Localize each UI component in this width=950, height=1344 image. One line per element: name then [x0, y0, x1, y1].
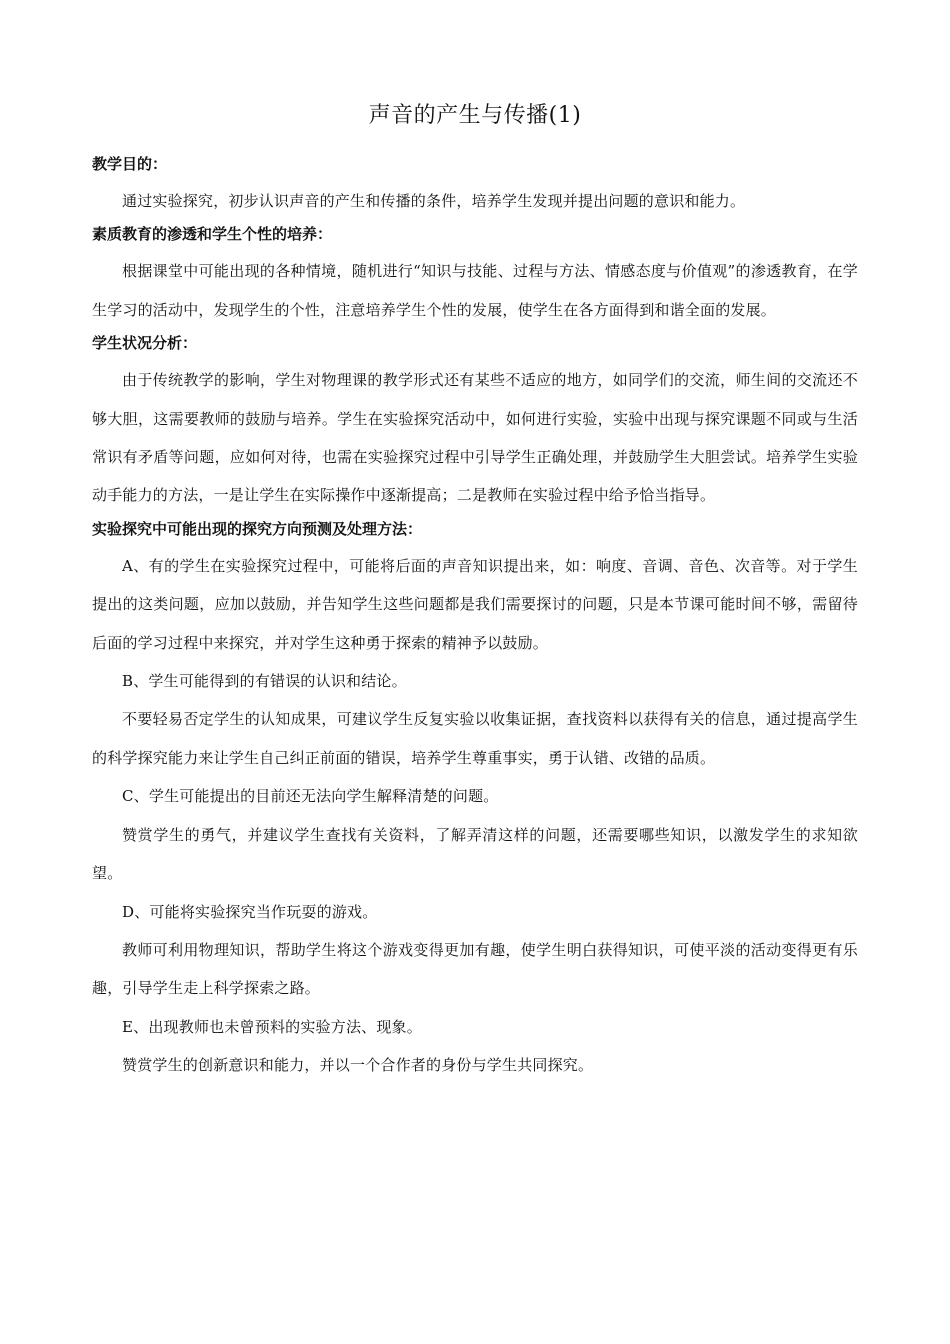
document-title: 声音的产生与传播(1) — [368, 103, 582, 128]
section-heading-inquiry-prediction: 实验探究中可能出现的探究方向预测及处理方法： — [92, 519, 423, 538]
section-paragraph-a: A、有的学生在实验探究过程中，可能将后面的声音知识提出来，如：响度、音调、音色、次音等。对于学生提出的这类问题，应加以鼓励，并告知学生这些问题都是我们需要探讨的问题，只是本节课可能时间不够，需留待后面的学习过程中来探究，并对学生这种勇于探索的精神予以鼓励。 — [92, 556, 858, 652]
section-paragraph-b-response: 不要轻易否定学生的认知成果，可建议学生反复实验以收集证据，查找资料以获得有关的信息，通过提高学生的科学探究能力来让学生自己纠正前面的错误，培养学生尊重事实，勇于认错、改错的品质。 — [92, 710, 858, 767]
section-paragraph: 通过实验探究，初步认识声音的产生和传播的条件，培养学生发现并提出问题的意识和能力。 — [122, 192, 746, 210]
section-paragraph-b: B、学生可能得到的有错误的认识和结论。 — [122, 672, 407, 691]
section-heading-teaching-goal: 教学目的： — [92, 155, 168, 173]
document-body — [92, 152, 858, 1085]
section-paragraph-d-response: 教师可利用物理知识，帮助学生将这个游戏变得更加有趣，使学生明白获得知识，可使平淡的活动变得更有乐趣，引导学生走上科学探索之路。 — [92, 940, 858, 998]
section-paragraph: 由于传统教学的影响，学生对物理课的教学形式还有某些不适应的地方，如同学们的交流，师生间的交流还不够大胆，这需要教师的鼓励与培养。学生在实验探究活动中，如何进行实验，实验中出现与探究课题不同或与生活常识有矛盾等问题，应如何对待，也需在实验探究过程中引导学生正确处理，并鼓励学生大胆尝试。培养学生实验动手能力的方法，一是让学生在实际操作中逐渐提高；二是教师在实验过程中给予恰当指导。 — [92, 371, 858, 505]
section-paragraph-c-response: 赞赏学生的勇气，并建议学生查找有关资料，了解弄清这样的问题，还需要哪些知识，以激发学生的求知欲望。 — [92, 825, 858, 883]
section-paragraph-e: E、出现教师也未曾预料的实验方法、现象。 — [122, 1017, 422, 1036]
section-heading-quality-education: 素质教育的渗透和学生个性的培养： — [92, 225, 333, 244]
section-paragraph-d: D、可能将实验探究当作玩耍的游戏。 — [122, 902, 378, 921]
section-heading-student-analysis: 学生状况分析： — [92, 334, 198, 353]
section-paragraph-e-response: 赞赏学生的创新意识和能力，并以一个合作者的身份与学生共同探究。 — [122, 1056, 594, 1075]
section-paragraph-c: C、学生可能提出的目前还无法向学生解释清楚的问题。 — [122, 787, 499, 806]
section-paragraph: 根据课堂中可能出现的各种情境，随机进行“知识与技能、过程与方法、情感态度与价值观”的渗透教育，在学生学习的活动中，发现学生的个性，注意培养学生个性的发展，使学生在各方面得到和谐全面的发展。 — [92, 262, 858, 319]
